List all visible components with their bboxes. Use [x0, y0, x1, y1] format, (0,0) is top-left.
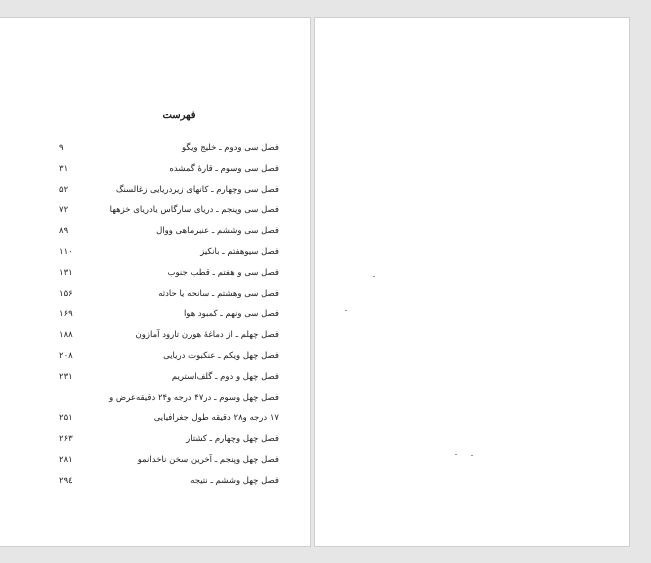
toc-title: فهرست [162, 110, 196, 121]
toc-entry [0, 413, 312, 434]
toc-entry-title: فصل سی ودوم ـ خلیج ویگو [181, 143, 279, 153]
right-page [314, 17, 630, 547]
toc-entry [0, 185, 312, 206]
toc-entry [0, 247, 312, 268]
toc-entry [0, 226, 312, 247]
toc-entry [0, 434, 312, 455]
toc-entry [0, 476, 312, 497]
scan-speck [373, 276, 375, 277]
toc-entry [0, 372, 312, 393]
toc-entry-title: فصل سی وششم ـ عنبرماهی ووال [156, 226, 279, 237]
toc-entry [0, 143, 312, 164]
toc-entry-page: ۲۸۱ [59, 454, 73, 465]
scan-speck [455, 454, 457, 455]
toc-entry-title: فصل چهل و دوم ـ گلف‌استریم [171, 371, 279, 382]
scan-speck [471, 455, 473, 456]
toc-entry [0, 289, 312, 310]
toc-entry-title: فصل سی وهشتم ـ سانحه یا حادثه [158, 288, 279, 299]
toc-entry [0, 164, 312, 185]
table-of-contents [0, 143, 312, 497]
toc-entry [0, 268, 312, 289]
toc-entry-page: ۱۳۱ [59, 267, 73, 278]
toc-entry-title: فصل سی وسوم ـ قارهٔ گمشده [169, 163, 279, 174]
toc-entry-page: ۳۱ [59, 163, 69, 174]
toc-entry-page: ۲۹٤ [59, 475, 73, 486]
toc-entry-title: فصل سی ونهم ـ کمبود هوا [183, 309, 279, 320]
toc-entry [0, 351, 312, 372]
scan-speck [345, 310, 347, 311]
toc-entry [0, 330, 312, 351]
toc-entry-title: فصل سیوهفتم ـ بانکیز [200, 246, 279, 257]
toc-entry-page: ۹ [59, 143, 64, 153]
toc-entry [0, 455, 312, 476]
toc-entry-title: فصل چهل ویکم ـ عنکبوت دریایی [163, 350, 279, 361]
toc-entry-title: ۱۷ درجه و۲۸ دقیقه طول جغرافیایی [153, 413, 279, 424]
toc-entry-page: ۵۲ [59, 184, 69, 195]
toc-entry [0, 309, 312, 330]
toc-entry-page: ۲۵۱ [59, 413, 73, 424]
toc-entry [0, 205, 312, 226]
toc-entry-title: فصل سی وچهارم ـ کانهای زیردریایی زغالسنگ [115, 184, 279, 195]
toc-entry-page: ۱۸۸ [59, 330, 73, 341]
toc-entry-title: فصل چهلم ـ از دماغهٔ هورن تارود آمازون [135, 330, 279, 341]
toc-entry-page: ۷۲ [59, 205, 69, 216]
left-page [0, 17, 311, 547]
toc-entry-title: فصل سی و هفتم ـ قطب جنوب [167, 267, 279, 278]
toc-entry-title: فصل چهل وششم ـ نتیجه [190, 475, 279, 486]
toc-entry-title: فصل چهل وسوم ـ در۴۷ درجه و۲۴ دقیقه‌عرض و [109, 392, 279, 403]
toc-entry-page: ۲۶۳ [59, 434, 73, 445]
toc-entry-page: ۸۹ [59, 226, 69, 237]
toc-entry-page: ۲۳۱ [59, 371, 73, 382]
toc-entry-title: فصل سی وپنجم ـ دریای سارگاس یادریای خزهها [109, 205, 279, 216]
toc-entry-title: فصل چهل وپنجم ـ آخرین سخن ناخدانمو [137, 454, 279, 465]
toc-entry-page: ۱۶۹ [59, 309, 73, 320]
toc-entry-page: ۱۵۶ [59, 288, 73, 299]
toc-entry-page: ۲۰۸ [59, 350, 73, 361]
toc-entry [0, 393, 312, 414]
toc-entry-page: ۱۱۰ [59, 246, 73, 257]
toc-entry-title: فصل چهل وچهارم ـ کشتار [186, 434, 279, 445]
